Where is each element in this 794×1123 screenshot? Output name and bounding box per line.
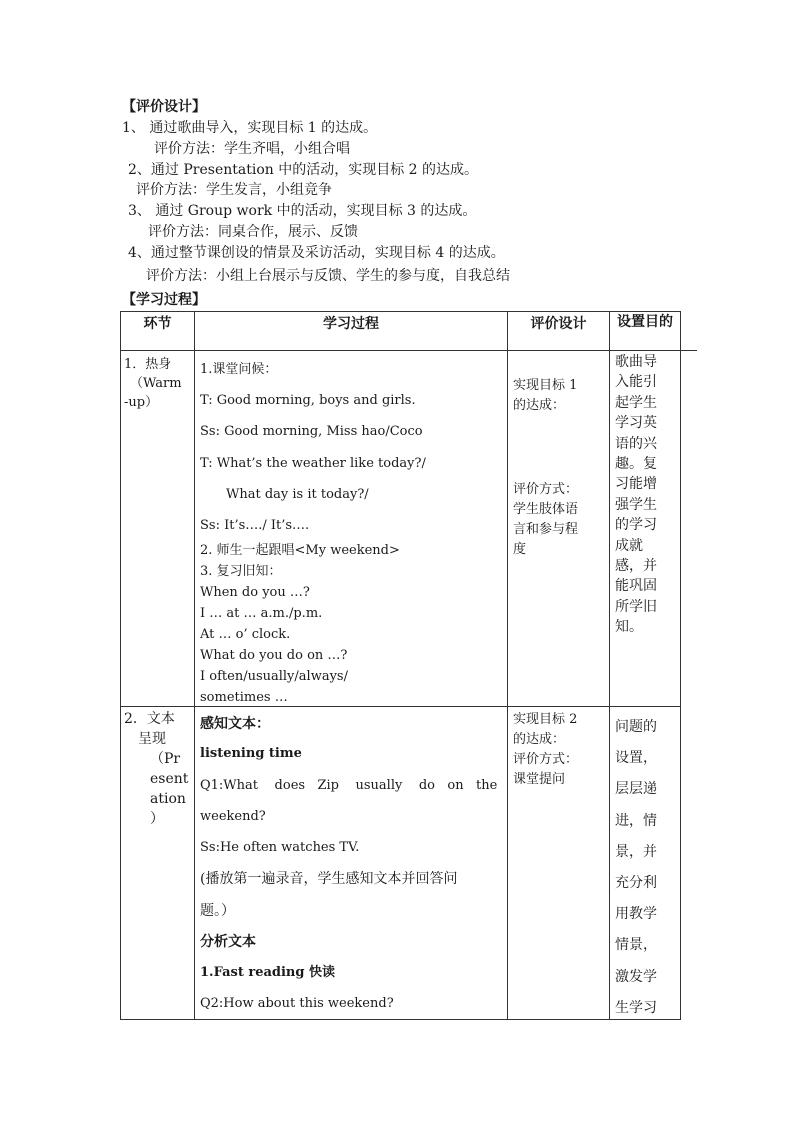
table-border-left [120, 311, 121, 1020]
row1-step: 1.课堂问候： [200, 362, 278, 377]
row1-purpose-line: 能巩固 [615, 578, 657, 595]
row1-evaluation: 的达成： [513, 398, 566, 413]
table-col-divider-3 [609, 311, 610, 1020]
row2-purpose-line: 层层递 [615, 781, 657, 798]
header-purpose: 设置目的 [617, 314, 673, 330]
row1-stage-line: （Warm [130, 376, 182, 391]
row1-stage [124, 355, 192, 412]
row2-purpose-line: 激发学 [615, 968, 657, 985]
row1-step: I often/usually/always/ [200, 669, 348, 684]
row2-purpose-line: 情景， [615, 937, 657, 954]
row1-step: Ss: Good morning, Miss hao/Coco [200, 424, 423, 439]
row1-evaluation: 学生肢体语 [513, 502, 579, 517]
row1-stage-line: 1．热身 [124, 357, 172, 372]
row1-step: 3. 复习旧知： [200, 564, 282, 579]
table-header-divider [120, 350, 697, 351]
row1-stage-line: -up） [124, 395, 159, 410]
header-process: 学习过程 [323, 316, 379, 332]
evaluation-heading: 【评价设计】 [122, 99, 206, 115]
row1-evaluation: 度 [513, 542, 527, 557]
row1-purpose-line: 强学生 [615, 496, 657, 513]
row1-purpose-line: 所学旧 [615, 598, 657, 615]
table-border-top [120, 311, 680, 312]
row2-step: 1.Fast reading 快读 [200, 965, 336, 980]
row1-step: I … at … a.m./p.m. [200, 606, 323, 621]
row1-evaluation: 言和参与程 [513, 522, 579, 537]
row1-purpose-line: 成就 [615, 537, 643, 554]
row2-stage-line: ） [150, 811, 164, 827]
row1-step: What day is it today?/ [226, 487, 369, 502]
evaluation-line-7: 4、通过整节课创设的情景及采访活动，实现目标 4 的达成。 [128, 245, 505, 261]
table-border-right [680, 311, 681, 1020]
header-stage: 环节 [143, 316, 172, 332]
evaluation-line-3: 2、通过 Presentation 中的活动，实现目标 2 的达成。 [128, 162, 479, 178]
row2-stage-line: 2．文本 [124, 711, 175, 727]
row1-step: 2. 师生一起跟唱<My weekend> [200, 543, 400, 558]
row2-purpose-line: 生学习 [615, 999, 657, 1016]
row1-evaluation: 评价方式： [513, 482, 579, 497]
row2-step: (播放第一遍录音，学生感知文本并回答问 [200, 871, 458, 887]
row1-purpose-line: 趣。复 [615, 456, 657, 473]
table-col-divider-2 [507, 311, 508, 1020]
header-evaluation: 评价设计 [530, 316, 587, 332]
row1-step: At … o’ clock. [200, 627, 291, 642]
row2-step: 感知文本： [200, 716, 270, 732]
row1-purpose-line: 起学生 [615, 394, 657, 411]
row2-evaluation: 实现目标 2 [513, 712, 578, 727]
row2-stage-line: 呈现 [138, 731, 166, 747]
row2-stage-line: ation [150, 791, 186, 807]
row2-evaluation: 评价方式： [513, 752, 579, 767]
row1-purpose [615, 352, 677, 638]
row2-stage [124, 709, 192, 829]
evaluation-line-2: 评价方法：学生齐唱，小组合唱 [154, 141, 350, 157]
row1-purpose-line: 语的兴 [615, 435, 657, 452]
row2-purpose-line: 用教学 [615, 906, 657, 923]
row1-evaluation: 实现目标 1 [513, 378, 578, 393]
table-col-divider-1 [194, 311, 195, 1020]
row2-purpose-line: 充分利 [615, 875, 657, 892]
row2-step: weekend? [200, 809, 266, 824]
row2-purpose-line: 设置， [615, 750, 657, 767]
evaluation-line-4: 评价方法：学生发言，小组竞争 [136, 182, 332, 198]
row1-purpose-line: 入能引 [615, 374, 657, 391]
row1-purpose-line: 歌曲导 [615, 354, 657, 370]
evaluation-line-5: 3、 通过 Group work 中的活动，实现目标 3 的达成。 [128, 203, 477, 219]
row1-purpose-line: 知。 [615, 619, 643, 636]
row2-purpose [615, 712, 677, 1024]
row2-stage-line: （Pr [150, 751, 181, 767]
row1-purpose-line: 的学习 [615, 517, 657, 534]
row2-evaluation: 的达成： [513, 732, 566, 747]
row2-stage-line: esent [150, 771, 189, 787]
process-heading: 【学习过程】 [122, 292, 206, 308]
evaluation-line-6: 评价方法：同桌合作，展示、反馈 [148, 224, 358, 240]
row1-step: When do you …? [200, 585, 310, 600]
evaluation-line-1: 1、 通过歌曲导入，实现目标 1 的达成。 [122, 120, 378, 136]
row2-purpose-line: 景，并 [615, 843, 657, 860]
row2-step: 分析文本 [200, 934, 256, 950]
row1-step: Ss: It’s…./ It’s…. [200, 518, 310, 533]
row2-step: Q1:What does Zip usually do on the [200, 778, 498, 793]
row2-purpose-line: 问题的 [615, 719, 657, 735]
row1-purpose-line: 习能增 [615, 476, 657, 493]
evaluation-line-8: 评价方法：小组上台展示与反馈、学生的参与度，自我总结 [146, 268, 510, 284]
row2-purpose-line: 进，情 [615, 812, 657, 829]
row2-step: Q2:How about this weekend? [200, 996, 394, 1011]
row1-step: T: Good morning, boys and girls. [200, 393, 416, 408]
row2-step: listening time [200, 746, 302, 761]
row2-step: 题。） [200, 903, 235, 919]
row1-purpose-line: 感，并 [615, 558, 657, 575]
row2-step: Ss:He often watches TV. [200, 840, 360, 855]
row2-evaluation: 课堂提问 [513, 772, 566, 787]
row1-purpose-line: 学习英 [615, 415, 657, 432]
row1-step: What do you do on …? [200, 648, 348, 663]
row1-step: sometimes … [200, 690, 288, 705]
table-border-bottom [120, 1019, 680, 1020]
row1-step: T: What’s the weather like today?/ [200, 456, 426, 471]
